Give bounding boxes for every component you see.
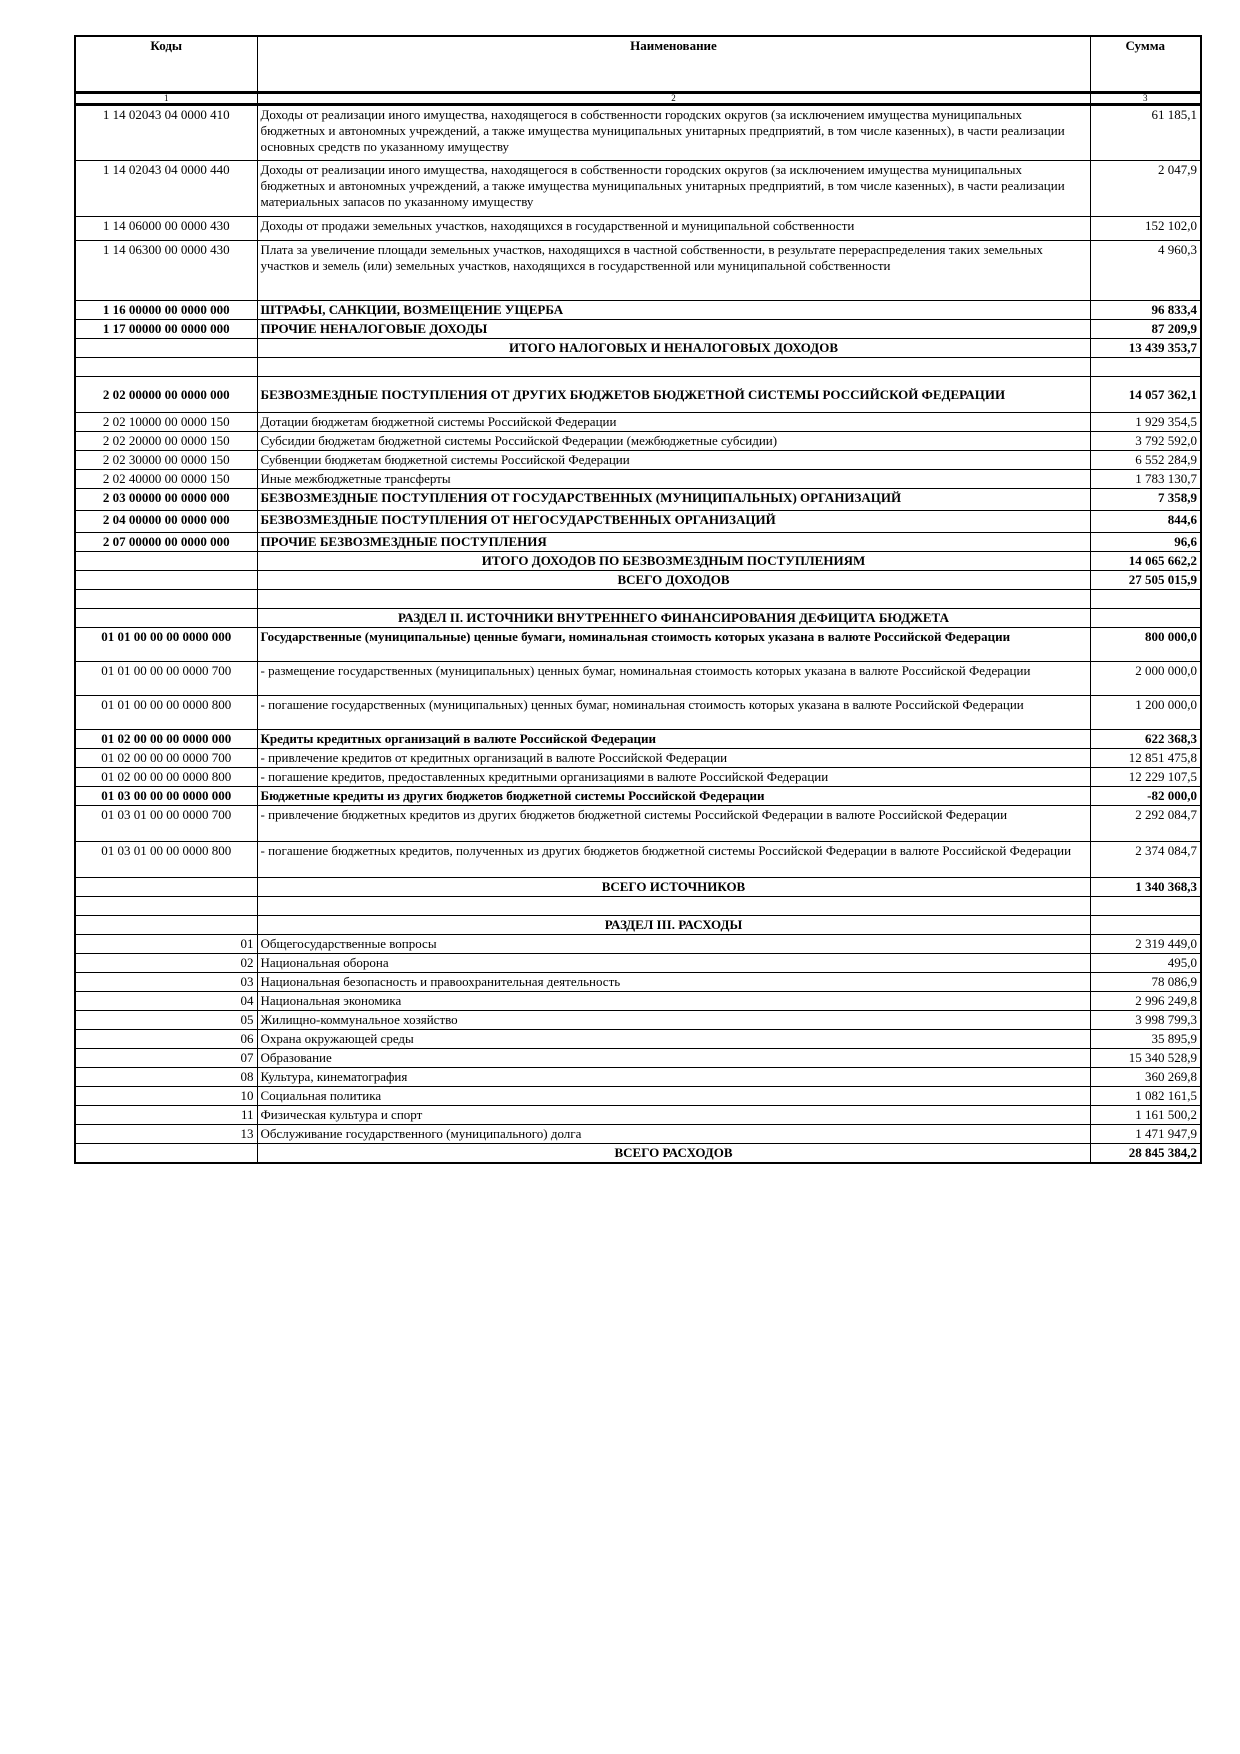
- sum-cell: 13 439 353,7: [1090, 339, 1201, 358]
- code-cell: 2 02 40000 00 0000 150: [75, 470, 257, 489]
- sum-cell: [1090, 897, 1201, 916]
- name-cell: РАЗДЕЛ III. РАСХОДЫ: [257, 916, 1090, 935]
- table-row: [75, 301, 1201, 320]
- table-row: [75, 1144, 1201, 1164]
- table-row: [75, 377, 1201, 413]
- code-cell: 07: [75, 1049, 257, 1068]
- sum-cell: 844,6: [1090, 511, 1201, 533]
- code-cell: 2 02 20000 00 0000 150: [75, 432, 257, 451]
- table-row: [75, 413, 1201, 432]
- name-cell: ВСЕГО РАСХОДОВ: [257, 1144, 1090, 1164]
- code-cell: 1 16 00000 00 0000 000: [75, 301, 257, 320]
- table-row: [75, 552, 1201, 571]
- sum-cell: [1090, 609, 1201, 628]
- sum-cell: 1 929 354,5: [1090, 413, 1201, 432]
- name-cell: Образование: [257, 1049, 1090, 1068]
- header-name: Наименование: [257, 36, 1090, 93]
- name-cell: ВСЕГО ДОХОДОВ: [257, 571, 1090, 590]
- name-cell: Дотации бюджетам бюджетной системы Российской Федерации: [257, 413, 1090, 432]
- code-cell: 05: [75, 1011, 257, 1030]
- sum-cell: 28 845 384,2: [1090, 1144, 1201, 1164]
- table-row: [75, 842, 1201, 878]
- sum-cell: 35 895,9: [1090, 1030, 1201, 1049]
- sum-cell: 1 200 000,0: [1090, 696, 1201, 730]
- code-cell: 2 04 00000 00 0000 000: [75, 511, 257, 533]
- table-row: [75, 217, 1201, 241]
- table-row: [75, 320, 1201, 339]
- name-cell: БЕЗВОЗМЕЗДНЫЕ ПОСТУПЛЕНИЯ ОТ ДРУГИХ БЮДЖЕТОВ БЮДЖЕТНОЙ СИСТЕМЫ РОССИЙСКОЙ ФЕДЕРАЦИИ: [257, 377, 1090, 413]
- name-cell: ПРОЧИЕ НЕНАЛОГОВЫЕ ДОХОДЫ: [257, 320, 1090, 339]
- column-number-1: 1: [75, 93, 257, 105]
- sum-cell: [1090, 590, 1201, 609]
- column-number-row: [75, 93, 1201, 105]
- table-row: [75, 1106, 1201, 1125]
- name-cell: ШТРАФЫ, САНКЦИИ, ВОЗМЕЩЕНИЕ УЩЕРБА: [257, 301, 1090, 320]
- table-row: [75, 241, 1201, 301]
- sum-cell: 61 185,1: [1090, 105, 1201, 161]
- code-cell: 06: [75, 1030, 257, 1049]
- code-cell: 01 02 00 00 00 0000 800: [75, 768, 257, 787]
- column-number-3: 3: [1090, 93, 1201, 105]
- name-cell: Социальная политика: [257, 1087, 1090, 1106]
- name-cell: Государственные (муниципальные) ценные бумаги, номинальная стоимость которых указана в валюте Российской Федерации: [257, 628, 1090, 662]
- code-cell: 10: [75, 1087, 257, 1106]
- sum-cell: 1 161 500,2: [1090, 1106, 1201, 1125]
- blank-row: [75, 590, 1201, 609]
- name-cell: Национальная оборона: [257, 954, 1090, 973]
- table-row: [75, 511, 1201, 533]
- budget-table-sheet: [74, 35, 1200, 1164]
- table-row: [75, 339, 1201, 358]
- header-sum: Сумма: [1090, 36, 1201, 93]
- sum-cell: [1090, 358, 1201, 377]
- name-cell: - погашение бюджетных кредитов, полученных из других бюджетов бюджетной системы Российской Федерации в валюте Российской Федерации: [257, 842, 1090, 878]
- code-cell: [75, 878, 257, 897]
- table-row: [75, 1049, 1201, 1068]
- name-cell: Доходы от продажи земельных участков, находящихся в государственной и муниципальной собственности: [257, 217, 1090, 241]
- name-cell: Обслуживание государственного (муниципального) долга: [257, 1125, 1090, 1144]
- table-row: [75, 628, 1201, 662]
- table-row: [75, 105, 1201, 161]
- sum-cell: 3 792 592,0: [1090, 432, 1201, 451]
- code-cell: [75, 552, 257, 571]
- table-row: [75, 432, 1201, 451]
- table-row: [75, 935, 1201, 954]
- budget-table: [74, 35, 1202, 1164]
- name-cell: [257, 358, 1090, 377]
- code-cell: 2 07 00000 00 0000 000: [75, 533, 257, 552]
- table-row: [75, 662, 1201, 696]
- sum-cell: 495,0: [1090, 954, 1201, 973]
- code-cell: 01 03 00 00 00 0000 000: [75, 787, 257, 806]
- table-body: [75, 105, 1201, 1164]
- name-cell: Физическая культура и спорт: [257, 1106, 1090, 1125]
- code-cell: [75, 590, 257, 609]
- table-row: [75, 609, 1201, 628]
- code-cell: 2 02 30000 00 0000 150: [75, 451, 257, 470]
- sum-cell: 12 229 107,5: [1090, 768, 1201, 787]
- name-cell: Плата за увеличение площади земельных участков, находящихся в частной собственности, в результате перераспределения таких земельных участков и земель (или) земельных участков, находящихся в государственной или муниципальной собственности: [257, 241, 1090, 301]
- code-cell: [75, 339, 257, 358]
- code-cell: 11: [75, 1106, 257, 1125]
- table-row: [75, 1125, 1201, 1144]
- code-cell: [75, 358, 257, 377]
- name-cell: Доходы от реализации иного имущества, находящегося в собственности городских округов (за исключением имущества муниципальных бюджетных и автономных учреждений, а также имущества муниципальных унитарных предприятий, в том числе казенных), в части реализации материальных запасов по указанному имуществу: [257, 161, 1090, 217]
- sum-cell: 1 340 368,3: [1090, 878, 1201, 897]
- sum-cell: 1 082 161,5: [1090, 1087, 1201, 1106]
- name-cell: Субсидии бюджетам бюджетной системы Российской Федерации (межбюджетные субсидии): [257, 432, 1090, 451]
- code-cell: 1 14 06000 00 0000 430: [75, 217, 257, 241]
- sum-cell: 622 368,3: [1090, 730, 1201, 749]
- table-row: [75, 1068, 1201, 1087]
- blank-row: [75, 897, 1201, 916]
- table-row: [75, 696, 1201, 730]
- table-row: [75, 1011, 1201, 1030]
- sum-cell: 1 471 947,9: [1090, 1125, 1201, 1144]
- name-cell: Доходы от реализации иного имущества, находящегося в собственности городских округов (за исключением имущества муниципальных бюджетных и автономных учреждений, а также имущества муниципальных унитарных предприятий, в том числе казенных), в части реализации основных средств по указанному имуществу: [257, 105, 1090, 161]
- name-cell: РАЗДЕЛ II. ИСТОЧНИКИ ВНУТРЕННЕГО ФИНАНСИРОВАНИЯ ДЕФИЦИТА БЮДЖЕТА: [257, 609, 1090, 628]
- table-row: [75, 954, 1201, 973]
- code-cell: [75, 571, 257, 590]
- sum-cell: 2 374 084,7: [1090, 842, 1201, 878]
- sum-cell: 2 292 084,7: [1090, 806, 1201, 842]
- name-cell: [257, 897, 1090, 916]
- sum-cell: 800 000,0: [1090, 628, 1201, 662]
- sum-cell: 15 340 528,9: [1090, 1049, 1201, 1068]
- name-cell: БЕЗВОЗМЕЗДНЫЕ ПОСТУПЛЕНИЯ ОТ ГОСУДАРСТВЕННЫХ (МУНИЦИПАЛЬНЫХ) ОРГАНИЗАЦИЙ: [257, 489, 1090, 511]
- name-cell: Национальная безопасность и правоохранительная деятельность: [257, 973, 1090, 992]
- name-cell: - привлечение бюджетных кредитов из других бюджетов бюджетной системы Российской Федерации в валюте Российской Федерации: [257, 806, 1090, 842]
- name-cell: [257, 590, 1090, 609]
- name-cell: Общегосударственные вопросы: [257, 935, 1090, 954]
- name-cell: ИТОГО НАЛОГОВЫХ И НЕНАЛОГОВЫХ ДОХОДОВ: [257, 339, 1090, 358]
- sum-cell: 2 000 000,0: [1090, 662, 1201, 696]
- sum-cell: 12 851 475,8: [1090, 749, 1201, 768]
- code-cell: 1 14 06300 00 0000 430: [75, 241, 257, 301]
- code-cell: 08: [75, 1068, 257, 1087]
- sum-cell: 1 783 130,7: [1090, 470, 1201, 489]
- sum-cell: 2 319 449,0: [1090, 935, 1201, 954]
- header-codes: Коды: [75, 36, 257, 93]
- table-row: [75, 973, 1201, 992]
- table-row: [75, 730, 1201, 749]
- sum-cell: 7 358,9: [1090, 489, 1201, 511]
- table-row: [75, 571, 1201, 590]
- name-cell: ПРОЧИЕ БЕЗВОЗМЕЗДНЫЕ ПОСТУПЛЕНИЯ: [257, 533, 1090, 552]
- table-row: [75, 768, 1201, 787]
- name-cell: Культура, кинематография: [257, 1068, 1090, 1087]
- sum-cell: 87 209,9: [1090, 320, 1201, 339]
- code-cell: 01 01 00 00 00 0000 700: [75, 662, 257, 696]
- code-cell: 01 03 01 00 00 0000 800: [75, 842, 257, 878]
- sum-cell: 96,6: [1090, 533, 1201, 552]
- sum-cell: 78 086,9: [1090, 973, 1201, 992]
- name-cell: - погашение государственных (муниципальных) ценных бумаг, номинальная стоимость которых указана в валюте Российской Федерации: [257, 696, 1090, 730]
- code-cell: 1 17 00000 00 0000 000: [75, 320, 257, 339]
- sum-cell: 3 998 799,3: [1090, 1011, 1201, 1030]
- code-cell: 01 03 01 00 00 0000 700: [75, 806, 257, 842]
- table-row: [75, 749, 1201, 768]
- sum-cell: 96 833,4: [1090, 301, 1201, 320]
- code-cell: 01: [75, 935, 257, 954]
- name-cell: Жилищно-коммунальное хозяйство: [257, 1011, 1090, 1030]
- table-row: [75, 787, 1201, 806]
- code-cell: 2 03 00000 00 0000 000: [75, 489, 257, 511]
- name-cell: ИТОГО ДОХОДОВ ПО БЕЗВОЗМЕЗДНЫМ ПОСТУПЛЕНИЯМ: [257, 552, 1090, 571]
- sum-cell: 2 047,9: [1090, 161, 1201, 217]
- name-cell: БЕЗВОЗМЕЗДНЫЕ ПОСТУПЛЕНИЯ ОТ НЕГОСУДАРСТВЕННЫХ ОРГАНИЗАЦИЙ: [257, 511, 1090, 533]
- table-row: [75, 451, 1201, 470]
- blank-row: [75, 358, 1201, 377]
- table-row: [75, 489, 1201, 511]
- code-cell: 2 02 00000 00 0000 000: [75, 377, 257, 413]
- sum-cell: 360 269,8: [1090, 1068, 1201, 1087]
- code-cell: 1 14 02043 04 0000 410: [75, 105, 257, 161]
- code-cell: [75, 916, 257, 935]
- sum-cell: 6 552 284,9: [1090, 451, 1201, 470]
- code-cell: 04: [75, 992, 257, 1011]
- sum-cell: -82 000,0: [1090, 787, 1201, 806]
- name-cell: - погашение кредитов, предоставленных кредитными организациями в валюте Российской Федерации: [257, 768, 1090, 787]
- name-cell: - размещение государственных (муниципальных) ценных бумаг, номинальная стоимость которых указана в валюте Российской Федерации: [257, 662, 1090, 696]
- name-cell: Охрана окружающей среды: [257, 1030, 1090, 1049]
- name-cell: Бюджетные кредиты из других бюджетов бюджетной системы Российской Федерации: [257, 787, 1090, 806]
- sum-cell: 2 996 249,8: [1090, 992, 1201, 1011]
- table-row: [75, 470, 1201, 489]
- table-header-row: [75, 36, 1201, 93]
- sum-cell: 4 960,3: [1090, 241, 1201, 301]
- name-cell: - привлечение кредитов от кредитных организаций в валюте Российской Федерации: [257, 749, 1090, 768]
- code-cell: 1 14 02043 04 0000 440: [75, 161, 257, 217]
- sum-cell: 14 057 362,1: [1090, 377, 1201, 413]
- code-cell: [75, 1144, 257, 1164]
- code-cell: 01 02 00 00 00 0000 700: [75, 749, 257, 768]
- sum-cell: [1090, 916, 1201, 935]
- table-row: [75, 1030, 1201, 1049]
- code-cell: [75, 897, 257, 916]
- sum-cell: 27 505 015,9: [1090, 571, 1201, 590]
- sum-cell: 14 065 662,2: [1090, 552, 1201, 571]
- code-cell: [75, 609, 257, 628]
- table-row: [75, 533, 1201, 552]
- code-cell: 01 02 00 00 00 0000 000: [75, 730, 257, 749]
- code-cell: 03: [75, 973, 257, 992]
- name-cell: Субвенции бюджетам бюджетной системы Российской Федерации: [257, 451, 1090, 470]
- column-number-2: 2: [257, 93, 1090, 105]
- name-cell: Кредиты кредитных организаций в валюте Российской Федерации: [257, 730, 1090, 749]
- code-cell: 01 01 00 00 00 0000 800: [75, 696, 257, 730]
- table-row: [75, 161, 1201, 217]
- name-cell: Национальная экономика: [257, 992, 1090, 1011]
- code-cell: 2 02 10000 00 0000 150: [75, 413, 257, 432]
- code-cell: 01 01 00 00 00 0000 000: [75, 628, 257, 662]
- table-row: [75, 916, 1201, 935]
- name-cell: ВСЕГО ИСТОЧНИКОВ: [257, 878, 1090, 897]
- code-cell: 13: [75, 1125, 257, 1144]
- code-cell: 02: [75, 954, 257, 973]
- table-row: [75, 1087, 1201, 1106]
- table-row: [75, 992, 1201, 1011]
- sum-cell: 152 102,0: [1090, 217, 1201, 241]
- name-cell: Иные межбюджетные трансферты: [257, 470, 1090, 489]
- table-row: [75, 806, 1201, 842]
- table-row: [75, 878, 1201, 897]
